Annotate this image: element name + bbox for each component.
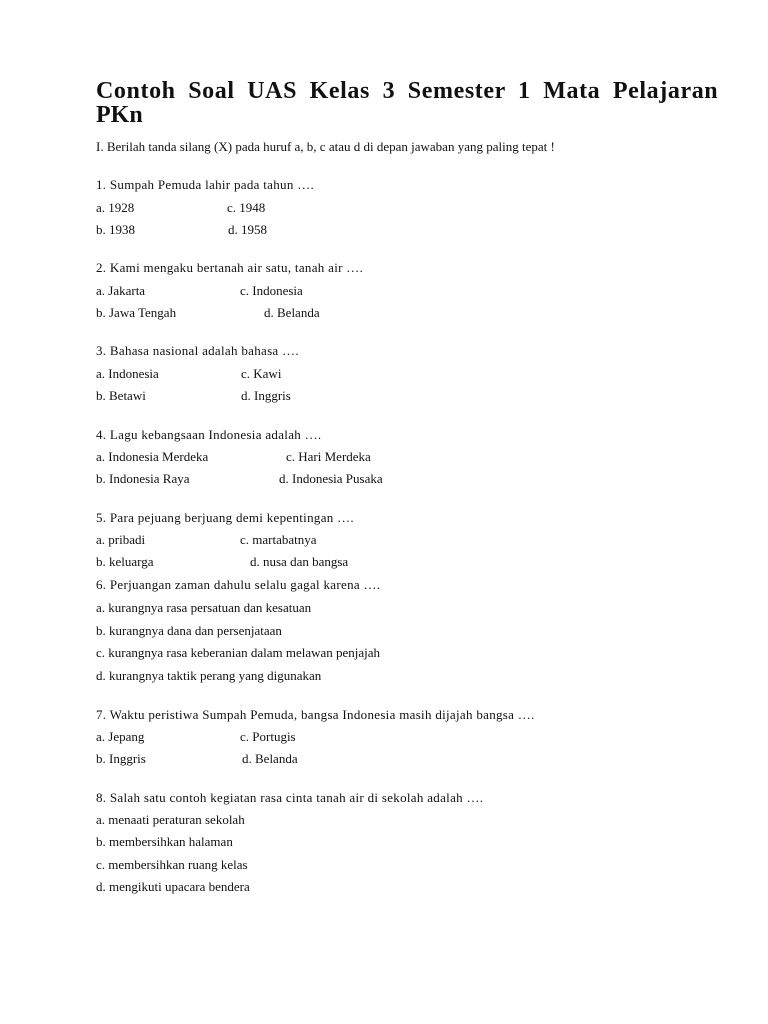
question-8: 8. Salah satu contoh kegiatan rasa cinta tanah air di sekolah adalah …. xyxy=(96,790,484,805)
option-row xyxy=(96,200,266,216)
option-a: a. Jepang xyxy=(96,729,145,744)
option-row xyxy=(96,366,282,382)
page-title-line-1: Contoh Soal UAS Kelas 3 Semester 1 Mata Pelajaran xyxy=(96,78,719,104)
option-a: a. Indonesia xyxy=(96,366,159,381)
question-2: 2. Kami mengaku bertanah air satu, tanah air …. xyxy=(96,260,364,275)
option-a: a. Indonesia Merdeka xyxy=(96,449,209,464)
page-title-line-2: PKn xyxy=(96,102,143,128)
option-b: b. Jawa Tengah xyxy=(96,305,177,320)
option-d: d. Belanda xyxy=(264,305,320,320)
option-a: a. menaati peraturan sekolah xyxy=(96,812,245,827)
question-7: 7. Waktu peristiwa Sumpah Pemuda, bangsa Indonesia masih dijajah bangsa …. xyxy=(96,707,535,722)
option-b: b. Betawi xyxy=(96,388,146,403)
option-d: d. mengikuti upacara bendera xyxy=(96,879,250,894)
option-row xyxy=(96,305,320,321)
option-row xyxy=(96,449,371,465)
option-d: d. Indonesia Pusaka xyxy=(279,471,383,486)
option-row xyxy=(96,532,317,548)
option-c: c. Portugis xyxy=(240,729,296,744)
question-6: 6. Perjuangan zaman dahulu selalu gagal karena …. xyxy=(96,577,381,592)
option-row xyxy=(96,729,296,745)
option-a: a. pribadi xyxy=(96,532,146,547)
option-b: b. membersihkan halaman xyxy=(96,834,233,849)
option-c: c. Hari Merdeka xyxy=(286,449,371,464)
option-d: d. 1958 xyxy=(228,222,267,237)
option-b: b. kurangnya dana dan persenjataan xyxy=(96,623,282,638)
option-c: c. 1948 xyxy=(227,200,266,215)
option-b: b. 1938 xyxy=(96,222,135,237)
option-b: b. keluarga xyxy=(96,554,154,569)
option-row xyxy=(96,554,349,570)
option-a: a. 1928 xyxy=(96,200,135,215)
option-d: d. kurangnya taktik perang yang digunakan xyxy=(96,668,322,683)
instruction: I. Berilah tanda silang (X) pada huruf a, b, c atau d di depan jawaban yang paling tepat ! xyxy=(96,139,555,154)
option-row xyxy=(96,283,303,299)
option-row xyxy=(96,222,267,238)
option-d: d. Belanda xyxy=(242,751,298,766)
question-1: 1. Sumpah Pemuda lahir pada tahun …. xyxy=(96,177,315,192)
option-b: b. Indonesia Raya xyxy=(96,471,190,486)
question-4: 4. Lagu kebangsaan Indonesia adalah …. xyxy=(96,427,322,442)
question-3: 3. Bahasa nasional adalah bahasa …. xyxy=(96,343,299,358)
option-c: c. Indonesia xyxy=(240,283,303,298)
option-b: b. Inggris xyxy=(96,751,146,766)
option-row xyxy=(96,388,291,404)
option-a: a. Jakarta xyxy=(96,283,146,298)
option-c: c. martabatnya xyxy=(240,532,317,547)
option-d: d. Inggris xyxy=(241,388,291,403)
option-c: c. Kawi xyxy=(241,366,282,381)
option-d: d. nusa dan bangsa xyxy=(250,554,349,569)
option-row xyxy=(96,471,383,487)
option-a: a. kurangnya rasa persatuan dan kesatuan xyxy=(96,600,312,615)
option-row xyxy=(96,751,298,767)
question-5: 5. Para pejuang berjuang demi kepentingan …. xyxy=(96,510,354,525)
option-c: c. membersihkan ruang kelas xyxy=(96,857,248,872)
option-c: c. kurangnya rasa keberanian dalam melawan penjajah xyxy=(96,645,381,660)
